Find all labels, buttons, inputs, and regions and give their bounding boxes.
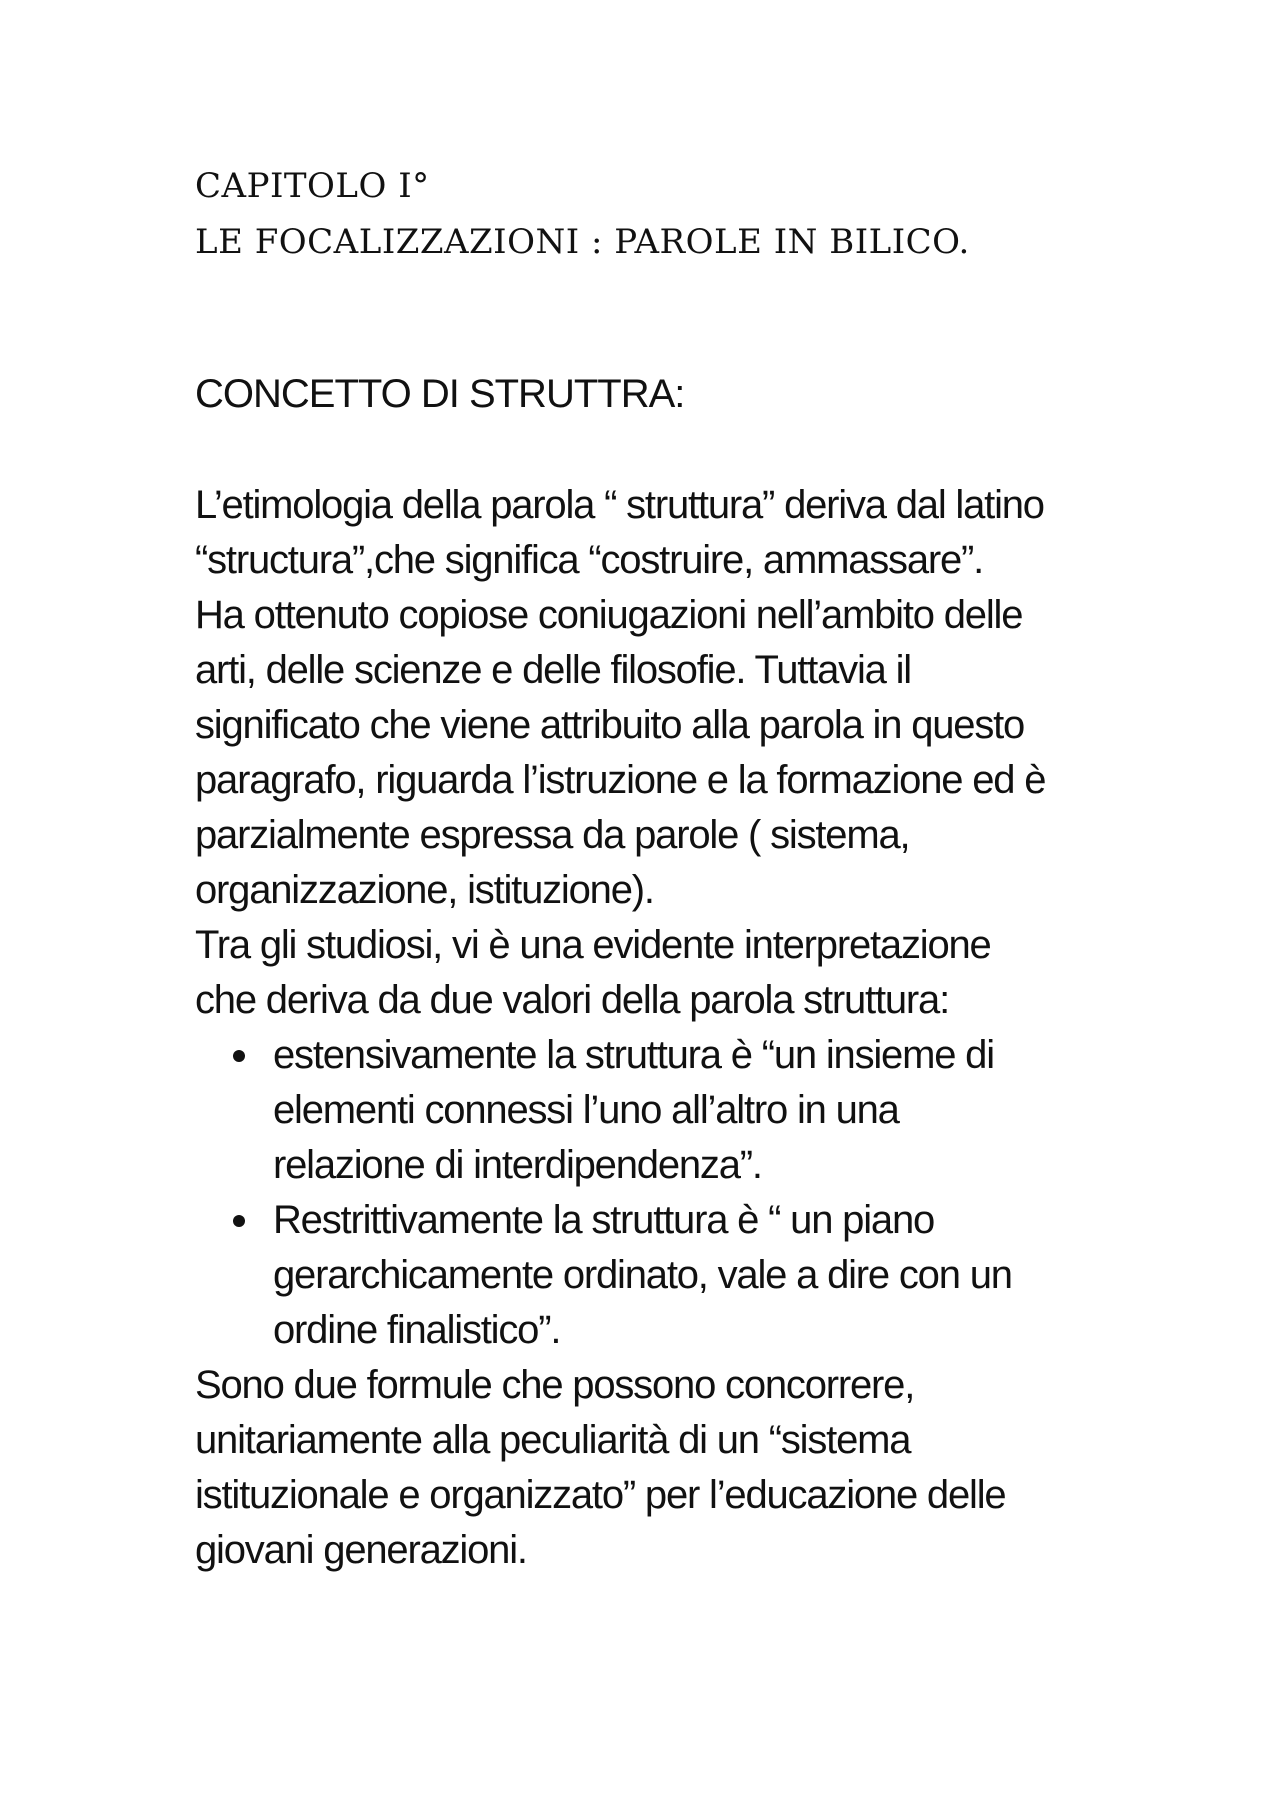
bullet-icon	[233, 1215, 245, 1227]
text-line: che deriva da due valori della parola struttura:	[195, 978, 949, 1022]
text-line: relazione di interdipendenza”.	[273, 1143, 762, 1187]
text-line: parzialmente espressa da parole ( sistema,	[195, 813, 910, 857]
text-line: paragrafo, riguarda l’istruzione e la formazione ed è	[195, 758, 1046, 802]
text-line: Tra gli studiosi, vi è una evidente interpretazione	[195, 923, 991, 967]
text-line: unitariamente alla peculiarità di un “sistema	[195, 1418, 911, 1462]
chapter-title: LE FOCALIZZAZIONI : PAROLE IN BILICO.	[195, 222, 970, 262]
text-line: ordine finalistico”.	[273, 1308, 561, 1352]
list-item	[195, 1028, 1155, 1193]
definition-list	[195, 1028, 1155, 1358]
text-line: gerarchicamente ordinato, vale a dire con un	[273, 1253, 1012, 1297]
paragraph-conclusion	[195, 1358, 1155, 1578]
paragraph-etymology	[195, 478, 1155, 918]
section-title: CONCETTO DI STRUTTRA:	[195, 372, 685, 416]
text-line: elementi connessi l’uno all’altro in una	[273, 1088, 899, 1132]
text-line: giovani generazioni.	[195, 1528, 527, 1572]
text-line: arti, delle scienze e delle filosofie. Tuttavia il	[195, 648, 911, 692]
list-item	[195, 1193, 1155, 1358]
text-line: “structura”,che significa “costruire, ammassare”.	[195, 538, 984, 582]
bullet-icon	[233, 1050, 245, 1062]
text-line: L’etimologia della parola “ struttura” deriva dal latino	[195, 483, 1044, 527]
text-line: estensivamente la struttura è “un insieme di	[273, 1033, 994, 1077]
text-line: organizzazione, istituzione).	[195, 868, 654, 912]
text-line: istituzionale e organizzato” per l’educazione delle	[195, 1473, 1006, 1517]
chapter-heading	[195, 158, 1155, 270]
text-line: Sono due formule che possono concorrere,	[195, 1363, 915, 1407]
text-line: Restrittivamente la struttura è “ un piano	[273, 1198, 935, 1242]
text-line: significato che viene attribuito alla parola in questo	[195, 703, 1025, 747]
text-line: Ha ottenuto copiose coniugazioni nell’ambito delle	[195, 593, 1023, 637]
document-page	[195, 158, 1155, 1578]
chapter-number: CAPITOLO I°	[195, 166, 430, 206]
paragraph-interpretation	[195, 918, 1155, 1028]
